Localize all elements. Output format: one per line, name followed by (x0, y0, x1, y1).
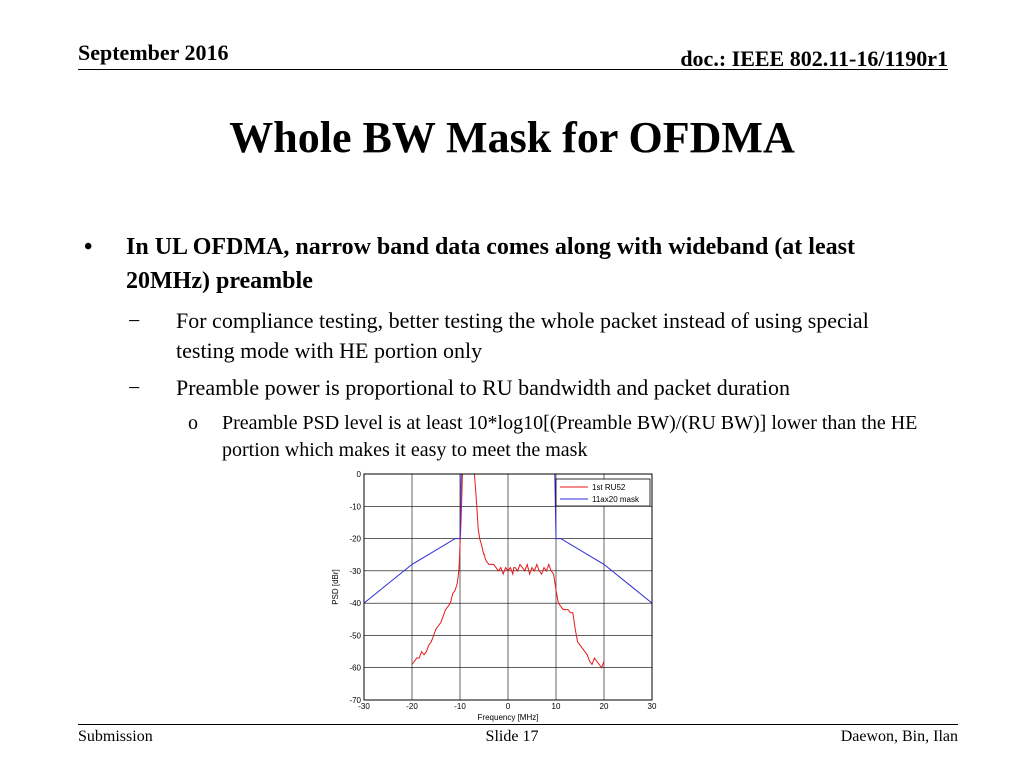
x-tick-label: -20 (406, 702, 418, 711)
bullet-level3-text: Preamble PSD level is at least 10*log10[(Preamble BW)/(RU BW)] lower than the HE portion which makes it easy to meet the mask (222, 412, 918, 461)
y-tick-label: -40 (349, 599, 361, 609)
header-rule (78, 69, 948, 70)
bullet-dash-icon: − (128, 375, 141, 400)
bullet-level2-compliance (128, 306, 928, 370)
bullet-level2-text: For compliance testing, better testing the whole packet instead of using special testing mode with HE portion only (176, 308, 869, 363)
x-tick-label: 20 (599, 702, 609, 711)
legend-entry-label: 1st RU52 (592, 483, 626, 492)
footer-rule (78, 724, 958, 725)
bullet-dash-icon: − (128, 308, 141, 333)
bullet-level3-psd (188, 410, 928, 466)
y-tick-label: -50 (349, 631, 361, 641)
x-axis-label: Frequency [MHz] (477, 713, 539, 722)
footer-submission: Submission (78, 728, 153, 745)
legend-entry-label: 11ax20 mask (592, 495, 639, 504)
bullet-level2-text: Preamble power is proportional to RU bandwidth and packet duration (176, 375, 791, 400)
y-tick-label: 0 (356, 470, 361, 479)
x-tick-label: 0 (505, 702, 511, 711)
y-tick-label: -10 (349, 502, 361, 512)
bullet-level2-power (128, 373, 928, 405)
x-tick-label: -10 (454, 702, 466, 711)
bullet-level1-text: In UL OFDMA, narrow band data comes along with wideband (at least 20MHz) preamble (126, 234, 855, 294)
chart-legend (556, 479, 650, 506)
x-tick-label: -30 (358, 702, 370, 711)
slide-title: Whole BW Mask for OFDMA (229, 113, 795, 162)
bullet-circle-icon: o (188, 412, 198, 434)
chart-grid (364, 474, 652, 700)
footer-authors: Daewon, Bin, Ilan (840, 728, 958, 745)
psd-chart (326, 466, 666, 724)
y-tick-label: -20 (349, 534, 361, 544)
bullet-dot-icon: • (84, 234, 93, 260)
header-doc-id: doc.: IEEE 802.11-16/1190r1 (680, 46, 948, 71)
y-axis-label: PSD [dBr] (331, 569, 340, 605)
y-tick-label: -60 (349, 663, 361, 673)
footer-slide-number: Slide 17 (485, 728, 539, 745)
x-tick-label: 10 (551, 702, 561, 711)
header-date: September 2016 (78, 40, 229, 65)
y-tick-label: -70 (349, 696, 361, 705)
x-tick-label: 30 (647, 702, 657, 711)
y-tick-label: -30 (349, 566, 361, 576)
